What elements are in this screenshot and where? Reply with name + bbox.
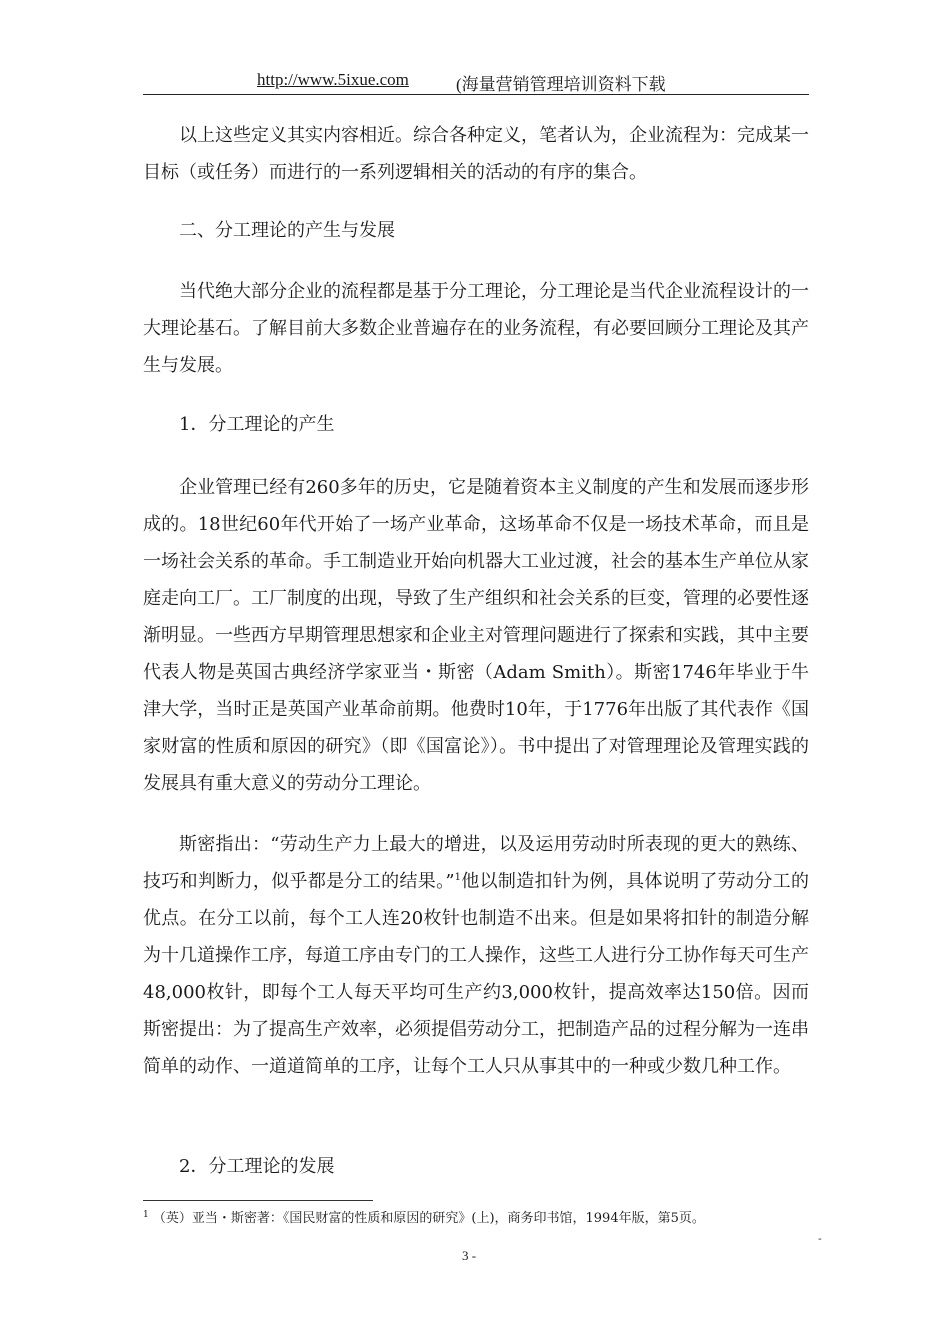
header-url-link[interactable]: http://www.5ixue.com	[257, 70, 409, 89]
pin-example-text: 他以制造扣针为例，具体说明了劳动分工的优点。在分工以前，每个工人连20枚针也制造不出来。但是如果将扣针的制造分解为十几道操作工序，每道工序由专门的工人操作，这些工人进行分工协作每天可生产48,000枚针，即每个工人每天平均可生产约3,000枚针，提高效率达150倍。因而斯密提出：为了提高生产效率，必须提倡劳动分工，把制造产品的过程分解为一连串简单的动作、一道道简单的工序，让每个工人只从事其中的一种或少数几种工作。	[143, 871, 809, 1077]
smith-quote-text: 斯密指出：“劳动生产力上最大的增进，以及运用劳动时所表现的更大的熟练、技巧和判断力，似乎都是分工的结果。”	[143, 834, 809, 892]
footnote-reference[interactable]: 1	[454, 872, 461, 883]
page-header	[143, 70, 809, 95]
subheading-origin: 1．分工理论的产生	[179, 414, 335, 435]
subheading-development: 2．分工理论的发展	[179, 1156, 335, 1177]
header-title: (海量营销管理培训资料下载	[456, 75, 666, 94]
footnote-number: 1	[143, 1210, 149, 1220]
paragraph-process-definition: 以上这些定义其实内容相近。综合各种定义，笔者认为，企业流程为：完成某一目标（或任务）而进行的一系列逻辑相关的活动的有序的集合。	[143, 125, 809, 183]
footnote-text: （英）亚当・斯密著：《国民财富的性质和原因的研究》(上)，商务印书馆，1994年版，第5页。	[152, 1211, 705, 1226]
paragraph-origin-history: 企业管理已经有260多年的历史，它是随着资本主义制度的产生和发展而逐步形成的。18世纪60年代开始了一场产业革命，这场革命不仅是一场技术革命，而且是一场社会关系的革命。手工制造业开始向机器大工业过渡，社会的基本生产单位从家庭走向工厂。工厂制度的出现，导致了生产组织和社会关系的巨变，管理的必要性逐渐明显。一些西方早期管理思想家和企业主对管理问题进行了探索和实践，其中主要代表人物是英国古典经济学家亚当・斯密（Adam Smith）。斯密1746年毕业于牛津大学，当时正是英国产业革命前期。他费时10年，于1776年出版了其代表作《国家财富的性质和原因的研究》（即《国富论》）。书中提出了对管理理论及管理实践的发展具有重大意义的劳动分工理论。	[143, 477, 809, 794]
footnote	[143, 1210, 809, 1228]
section-heading-division-of-labor: 二、分工理论的产生与发展	[179, 220, 395, 241]
paragraph-smith-pin-example	[143, 826, 809, 1085]
page-number: 3 -	[462, 1248, 477, 1263]
paragraph-division-intro: 当代绝大部分企业的流程都是基于分工理论，分工理论是当代企业流程设计的一大理论基石。了解目前大多数企业普遍存在的业务流程，有必要回顾分工理论及其产生与发展。	[143, 281, 809, 376]
corner-mark: -	[818, 1232, 822, 1245]
footnote-divider	[143, 1200, 373, 1201]
